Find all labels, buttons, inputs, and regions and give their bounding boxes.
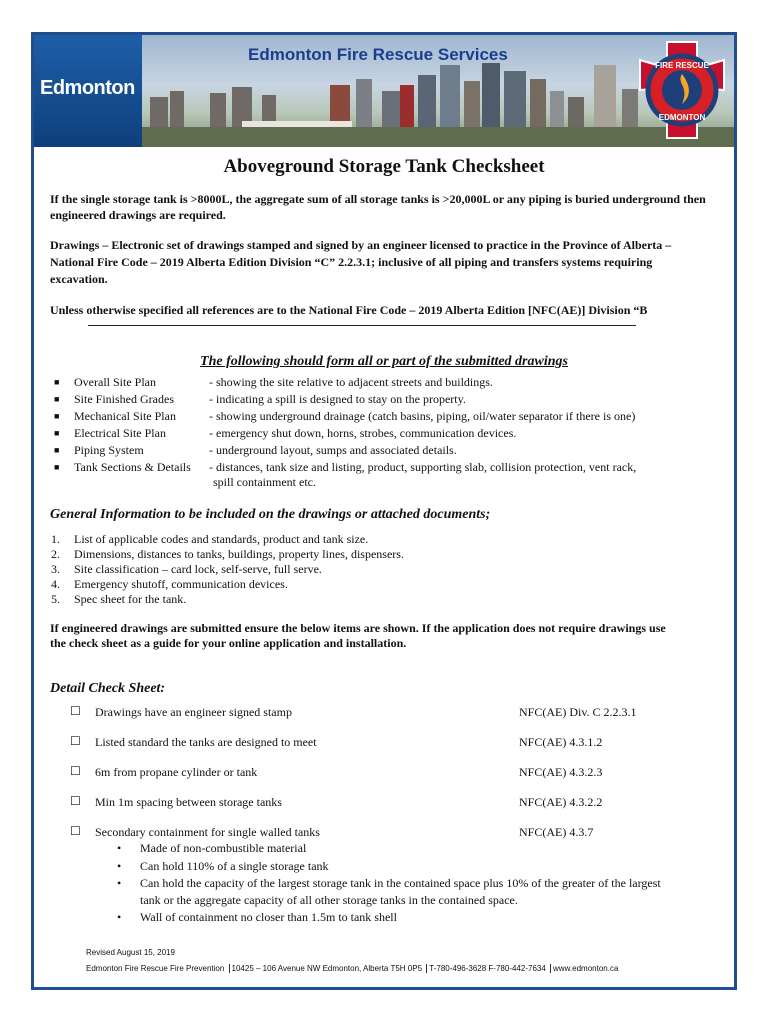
checklist-item-label: Secondary containment for single walled tanks bbox=[95, 825, 320, 839]
list-item: Site classification – card lock, self-serve, full serve. bbox=[74, 562, 322, 576]
footer-org: Edmonton Fire Rescue Fire Prevention bbox=[86, 964, 225, 973]
sub-bullet: • bbox=[117, 910, 122, 924]
list-item-name: Piping System bbox=[74, 443, 144, 457]
list-item-name: Overall Site Plan bbox=[74, 375, 156, 389]
section-general-heading: General Information to be included on the drawings or attached documents; bbox=[50, 507, 491, 522]
city-logo: Edmonton bbox=[40, 77, 135, 99]
footer-revised-date: Revised August 15, 2019 bbox=[86, 948, 175, 957]
engineered-note-line-1: If engineered drawings are submitted ensure the below items are shown. If the application does not require drawings use bbox=[50, 621, 666, 635]
checklist-item-reference: NFC(AE) 4.3.2.2 bbox=[519, 795, 603, 809]
list-number: 5. bbox=[51, 592, 60, 606]
checklist-item-label: Drawings have an engineer signed stamp bbox=[95, 705, 292, 719]
list-item-name: Electrical Site Plan bbox=[74, 426, 166, 440]
list-number: 3. bbox=[51, 562, 60, 576]
checkbox[interactable]: ☐ bbox=[70, 764, 81, 778]
list-item-desc: - emergency shut down, horns, strobes, communication devices. bbox=[209, 426, 517, 440]
intro-paragraph-2-line-3: excavation. bbox=[50, 272, 108, 286]
list-item-name: Mechanical Site Plan bbox=[74, 409, 176, 423]
list-bullet: ■ bbox=[54, 411, 60, 421]
emblem-text-top: FIRE RESCUE bbox=[655, 61, 709, 70]
intro-paragraph-1-line-1: If the single storage tank is >8000L, the aggregate sum of all storage tanks is >20,000L or any piping is buried underground then bbox=[50, 192, 706, 206]
engineered-note-line-2: the check sheet as a guide for your online application and installation. bbox=[50, 636, 407, 650]
header-banner bbox=[34, 35, 734, 147]
sub-bullet: • bbox=[117, 841, 122, 855]
list-bullet: ■ bbox=[54, 428, 60, 438]
banner-title: Edmonton Fire Rescue Services bbox=[248, 45, 508, 64]
footer-website-link[interactable]: www.edmonton.ca bbox=[553, 964, 619, 973]
list-bullet: ■ bbox=[54, 394, 60, 404]
footer-contact bbox=[86, 964, 618, 973]
checklist-item-label: Listed standard the tanks are designed to meet bbox=[95, 735, 317, 749]
intro-paragraph-1-line-2: engineered drawings are required. bbox=[50, 208, 226, 222]
sub-item: Can hold 110% of a single storage tank bbox=[140, 859, 329, 873]
list-item-name: Site Finished Grades bbox=[74, 392, 174, 406]
checklist-item-label: Min 1m spacing between storage tanks bbox=[95, 795, 282, 809]
list-item-name: Tank Sections & Details bbox=[74, 460, 191, 474]
list-bullet: ■ bbox=[54, 377, 60, 387]
section-checklist-heading: Detail Check Sheet: bbox=[50, 681, 166, 696]
emblem-text-bottom: EDMONTON bbox=[658, 113, 706, 122]
list-item: Emergency shutoff, communication devices. bbox=[74, 577, 288, 591]
checkbox[interactable]: ☐ bbox=[70, 794, 81, 808]
checklist-item-reference: NFC(AE) 4.3.7 bbox=[519, 825, 594, 839]
intro-paragraph-2-line-1: Drawings – Electronic set of drawings stamped and signed by an engineer licensed to practice in the Province of Alberta – bbox=[50, 238, 672, 252]
divider-line bbox=[88, 325, 636, 326]
footer-phone: T-780-496-3628 F-780-442-7634 bbox=[429, 964, 546, 973]
list-bullet: ■ bbox=[54, 445, 60, 455]
list-item: List of applicable codes and standards, product and tank size. bbox=[74, 532, 369, 546]
checklist-item-reference: NFC(AE) Div. C 2.2.3.1 bbox=[519, 705, 637, 719]
checklist-item-reference: NFC(AE) 4.3.2.3 bbox=[519, 765, 603, 779]
sub-bullet: • bbox=[117, 876, 122, 890]
list-item-desc: - underground layout, sumps and associated details. bbox=[209, 443, 457, 457]
list-item-desc: - distances, tank size and listing, product, supporting slab, collision protection, vent rack, bbox=[209, 460, 637, 474]
checkbox[interactable]: ☐ bbox=[70, 704, 81, 718]
checklist-item-reference: NFC(AE) 4.3.1.2 bbox=[519, 735, 603, 749]
sub-item-continued: tank or the aggregate capacity of all other storage tanks in the contained space. bbox=[140, 893, 518, 907]
list-item: Spec sheet for the tank. bbox=[74, 592, 187, 606]
list-number: 4. bbox=[51, 577, 60, 591]
sub-item: Made of non-combustible material bbox=[140, 841, 307, 855]
intro-paragraph-2-line-2: National Fire Code – 2019 Alberta Edition Division “C” 2.2.3.1; inclusive of all piping and transfers systems requiring bbox=[50, 255, 653, 269]
sub-bullet: • bbox=[117, 859, 122, 873]
list-item: Dimensions, distances to tanks, buildings, property lines, dispensers. bbox=[74, 547, 404, 561]
intro-paragraph-3: Unless otherwise specified all references are to the National Fire Code – 2019 Alberta Edition [NFC(AE)] Division “B bbox=[50, 303, 648, 317]
sub-item: Can hold the capacity of the largest storage tank in the contained space plus 10% of the greater of the largest bbox=[140, 876, 661, 890]
list-number: 2. bbox=[51, 547, 60, 561]
document-title: Aboveground Storage Tank Checksheet bbox=[223, 156, 545, 177]
list-item-desc: - showing underground drainage (catch basins, piping, oil/water separator if there is one) bbox=[209, 409, 636, 423]
list-item-desc: - indicating a spill is designed to stay on the property. bbox=[209, 392, 466, 406]
list-number: 1. bbox=[51, 532, 60, 546]
list-bullet: ■ bbox=[54, 462, 60, 472]
footer-address: 10425 – 106 Avenue NW Edmonton, Alberta T5H 0P5 bbox=[231, 964, 423, 973]
list-item-desc: - showing the site relative to adjacent streets and buildings. bbox=[209, 375, 493, 389]
sub-item: Wall of containment no closer than 1.5m to tank shell bbox=[140, 910, 397, 924]
checklist-item-label: 6m from propane cylinder or tank bbox=[95, 765, 258, 779]
list-item-desc-continued: spill containment etc. bbox=[213, 475, 316, 489]
checkbox[interactable]: ☐ bbox=[70, 734, 81, 748]
city-logo-panel bbox=[34, 35, 142, 147]
fire-rescue-emblem bbox=[632, 38, 732, 142]
checkbox[interactable]: ☐ bbox=[70, 824, 81, 838]
section-drawings-heading: The following should form all or part of the submitted drawings bbox=[200, 354, 568, 369]
